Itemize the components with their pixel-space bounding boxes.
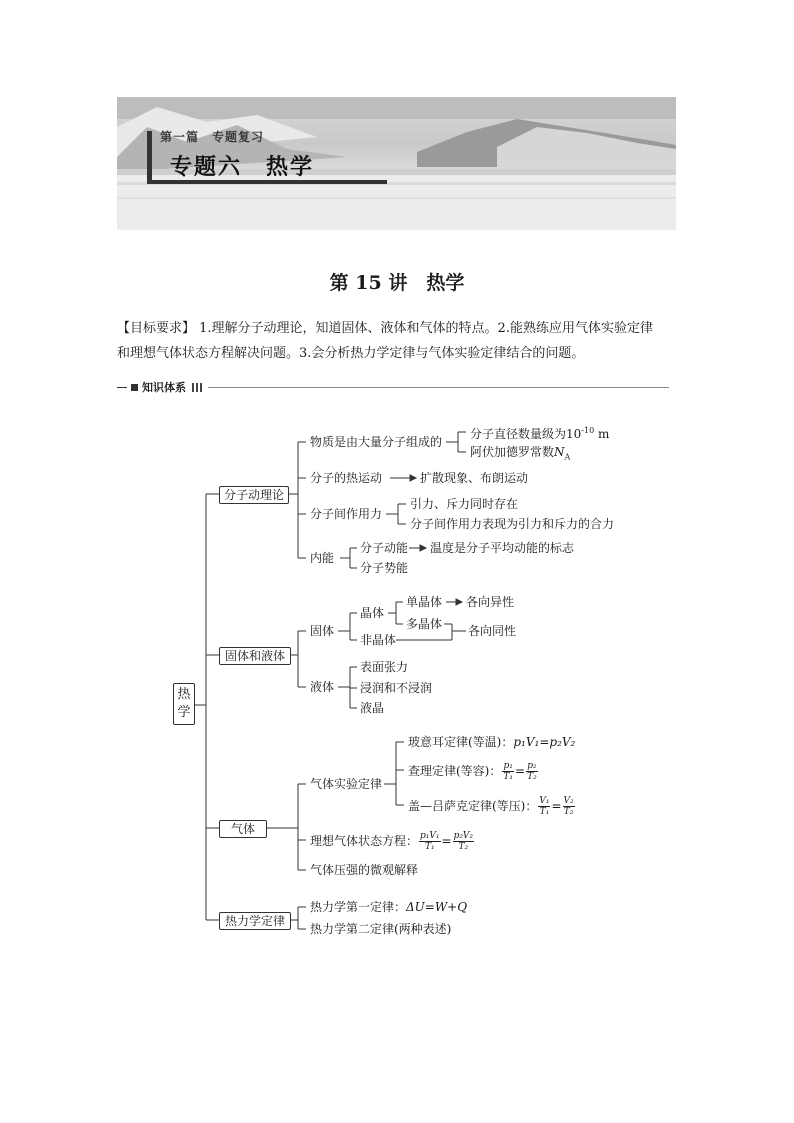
node-gay-lussac-law bbox=[408, 793, 576, 819]
node-internal-energy: 内能 bbox=[310, 551, 335, 565]
branch-solid-liquid: 固体和液体 bbox=[219, 647, 291, 665]
ig-fraction-1 bbox=[419, 831, 440, 852]
node-single-crystal: 单晶体 bbox=[406, 595, 443, 609]
node-gas-laws: 气体实验定律 bbox=[310, 777, 383, 791]
node-force-resultant: 分子间作用力表现为引力和斥力的合力 bbox=[410, 517, 615, 531]
charles-label: 查理定律(等容)： bbox=[408, 764, 502, 778]
node-first-law bbox=[310, 900, 467, 914]
node-polycrystal: 多晶体 bbox=[406, 617, 443, 631]
node-potential-energy: 分子势能 bbox=[360, 561, 409, 575]
node-gas-pressure: 气体压强的微观解释 bbox=[310, 863, 419, 877]
root-node-thermodynamics bbox=[173, 683, 195, 725]
node-isotropy: 各向同性 bbox=[468, 624, 517, 638]
gl-num-2: V₂ bbox=[563, 796, 574, 806]
node-second-law: 热力学第二定律(两种表述) bbox=[310, 922, 452, 936]
node-crystal: 晶体 bbox=[360, 606, 385, 620]
charles-fraction-2 bbox=[526, 761, 538, 782]
gl-den-1: T₁ bbox=[539, 807, 550, 817]
first-law-equation: ΔU=W+Q bbox=[406, 900, 468, 914]
node-amorphous: 非晶体 bbox=[360, 633, 397, 647]
node-thermal-motion: 分子的热运动 bbox=[310, 471, 383, 485]
ig-den-2: T₂ bbox=[458, 842, 469, 852]
node-ideal-gas-law bbox=[310, 828, 475, 854]
diameter-exponent: -10 bbox=[581, 426, 595, 435]
node-avogadro bbox=[470, 445, 570, 464]
node-kinetic-energy: 分子动能 bbox=[360, 541, 409, 555]
ig-num-2: p₂V₂ bbox=[453, 831, 474, 841]
node-boyle-law bbox=[408, 735, 575, 749]
goals-line-1: 【目标要求】 1.理解分子动理论，知道固体、液体和气体的特点。2.能熟练应用气体实验定律 bbox=[117, 321, 653, 336]
root-label: 热学 bbox=[177, 687, 191, 720]
node-force-coexist: 引力、斥力同时存在 bbox=[410, 497, 519, 511]
gl-num-1: V₁ bbox=[539, 796, 550, 806]
charles-den-1: T₁ bbox=[503, 772, 513, 782]
goals-line-2: 和理想气体状态方程解决问题。3.会分析热力学定律与气体实验定律结合的问题。 bbox=[117, 346, 585, 361]
diameter-unit: m bbox=[594, 427, 610, 441]
charles-fraction-1 bbox=[502, 761, 514, 782]
node-liquid-crystal: 液晶 bbox=[360, 701, 385, 715]
node-anisotropy: 各向异性 bbox=[466, 595, 515, 609]
boyle-label: 玻意耳定律(等温)： bbox=[408, 735, 514, 749]
node-charles-law bbox=[408, 758, 539, 784]
equals-sign: = bbox=[551, 799, 562, 813]
node-wetting: 浸润和不浸润 bbox=[360, 681, 433, 695]
branch-kinetic-theory: 分子动理论 bbox=[219, 486, 289, 504]
charles-num-2: p₂ bbox=[527, 761, 537, 771]
gay-lussac-label: 盖—吕萨克定律(等压)： bbox=[408, 799, 538, 813]
part-label: 第一篇 专题复习 bbox=[160, 130, 265, 144]
avogadro-symbol: N bbox=[554, 445, 565, 459]
avogadro-text: 阿伏加德罗常数 bbox=[470, 445, 555, 459]
ig-den-1: T₁ bbox=[424, 842, 435, 852]
lecture-title: 第 15 讲 热学 bbox=[329, 272, 465, 294]
node-molecular-force: 分子间作用力 bbox=[310, 507, 383, 521]
branch-thermo-laws: 热力学定律 bbox=[219, 912, 291, 930]
charles-den-2: T₂ bbox=[527, 772, 537, 782]
charles-num-1: p₁ bbox=[503, 761, 513, 771]
node-temperature: 温度是分子平均动能的标志 bbox=[430, 541, 575, 555]
ideal-gas-label: 理想气体状态方程： bbox=[310, 834, 419, 848]
equals-sign: = bbox=[441, 834, 452, 848]
first-law-label: 热力学第一定律： bbox=[310, 900, 407, 914]
section-label: 知识体系 bbox=[142, 381, 186, 394]
equals-sign: = bbox=[515, 764, 526, 778]
ig-fraction-2 bbox=[453, 831, 474, 852]
node-solid: 固体 bbox=[310, 624, 335, 638]
branch-gas: 气体 bbox=[219, 820, 267, 838]
boyle-equation: p₁V₁=p₂V₂ bbox=[513, 735, 576, 749]
avogadro-subscript: A bbox=[564, 452, 571, 462]
gl-fraction-2 bbox=[563, 796, 575, 817]
node-surface-tension: 表面张力 bbox=[360, 660, 409, 674]
ig-num-1: p₁V₁ bbox=[420, 831, 440, 841]
node-diffusion: 扩散现象、布朗运动 bbox=[420, 471, 529, 485]
diameter-text: 分子直径数量级为10 bbox=[470, 427, 582, 441]
node-molecule-diameter bbox=[470, 424, 609, 441]
node-matter-molecules: 物质是由大量分子组成的 bbox=[310, 435, 443, 449]
gl-fraction-1 bbox=[538, 796, 550, 817]
node-liquid: 液体 bbox=[310, 680, 335, 694]
gl-den-2: T₂ bbox=[563, 807, 574, 817]
topic-title: 专题六 热学 bbox=[170, 155, 315, 180]
